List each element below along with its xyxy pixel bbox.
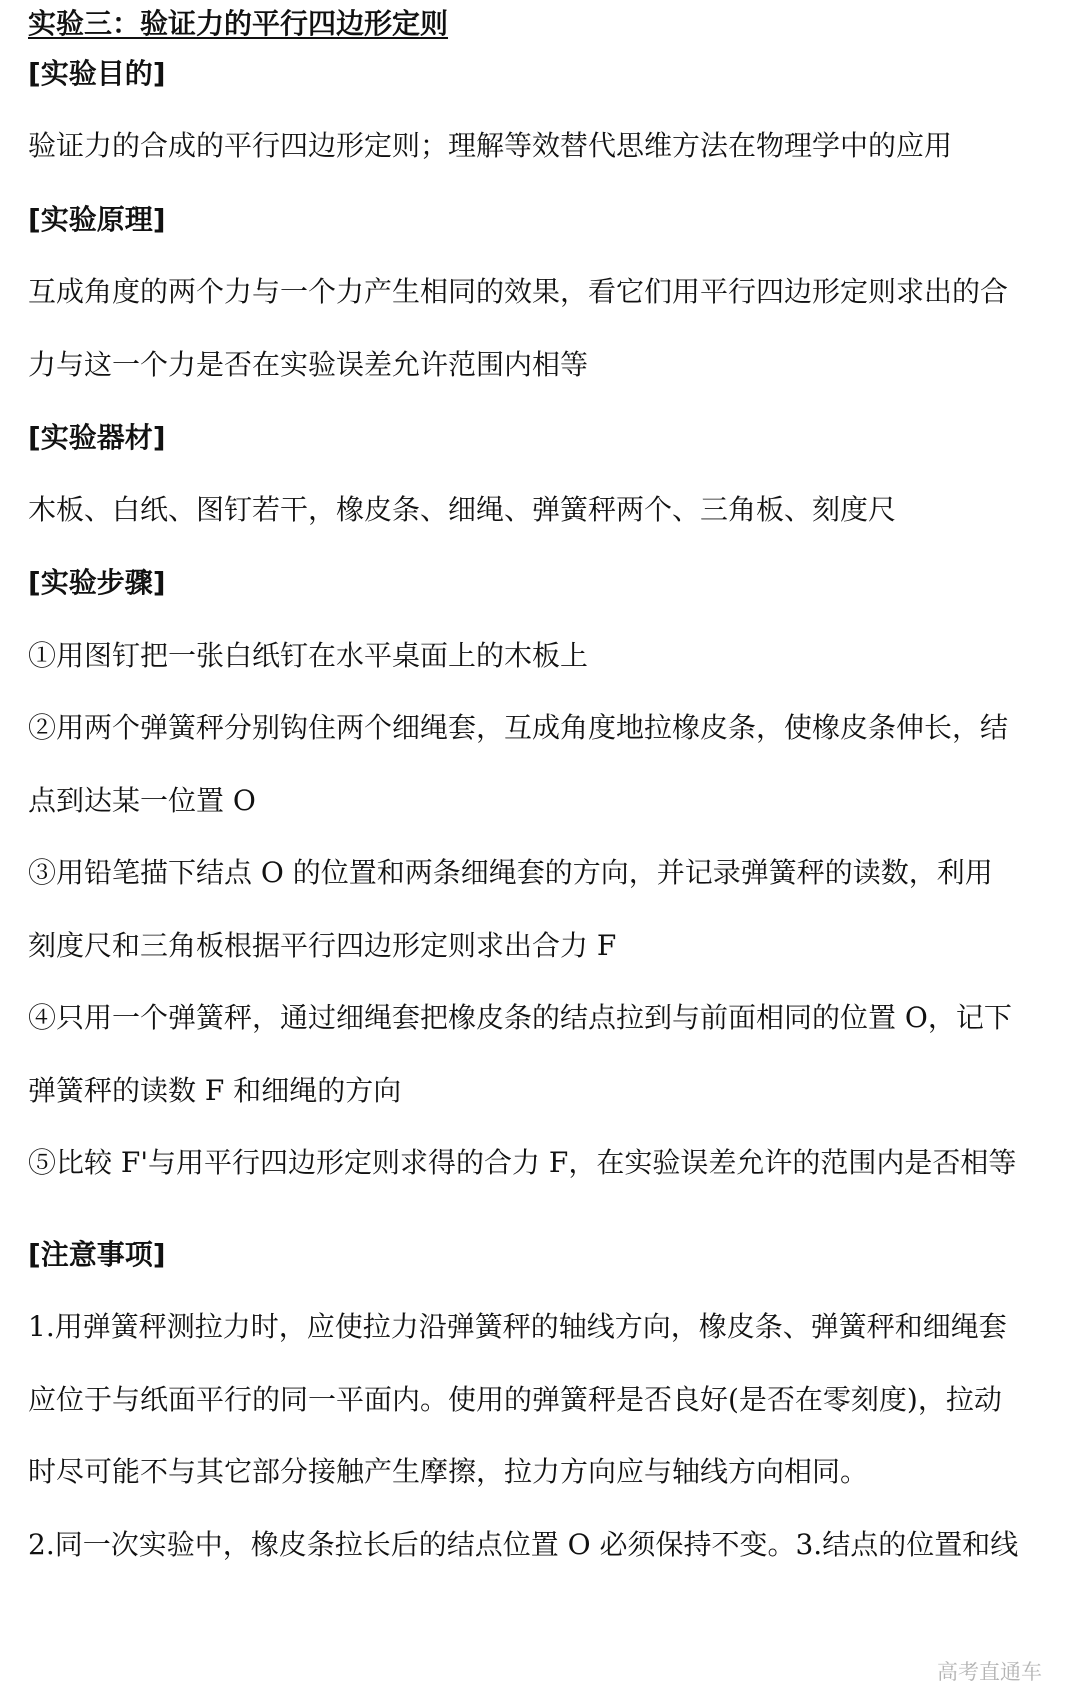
equipment-text: 木板、白纸、图钉若干，橡皮条、细绳、弹簧秤两个、三角板、刻度尺 (28, 493, 897, 526)
note-line-3: 时尽可能不与其它部分接触产生摩擦，拉力方向应与轴线方向相同。 (28, 1455, 869, 1488)
step-1: ①用图钉把一张白纸钉在水平桌面上的木板上 (28, 639, 589, 672)
note-line-1: 1.用弹簧秤测拉力时，应使拉力沿弹簧秤的轴线方向，橡皮条、弹簧秤和细绳套 (28, 1310, 1007, 1343)
section-heading-steps: [实验步骤] (28, 566, 166, 599)
section-heading-equipment: [实验器材] (28, 421, 166, 454)
step-4-line-2: 弹簧秤的读数 F 和细绳的方向 (28, 1074, 402, 1107)
page-title: 实验三：验证力的平行四边形定则 (28, 7, 449, 40)
step-2-line-1: ②用两个弹簧秤分别钩住两个细绳套，互成角度地拉橡皮条，使橡皮条伸长，结 (28, 711, 1009, 744)
principle-text-line-1: 互成角度的两个力与一个力产生相同的效果，看它们用平行四边形定则求出的合 (28, 275, 1009, 308)
step-3-line-1: ③用铅笔描下结点 O 的位置和两条细绳套的方向，并记录弹簧秤的读数，利用 (28, 856, 993, 889)
note-line-2: 应位于与纸面平行的同一平面内。使用的弹簧秤是否良好(是否在零刻度)，拉动 (28, 1383, 1002, 1416)
principle-text-line-2: 力与这一个力是否在实验误差允许范围内相等 (28, 348, 589, 381)
step-5: ⑤比较 F'与用平行四边形定则求得的合力 F，在实验误差允许的范围内是否相等 (28, 1146, 1017, 1179)
section-heading-principle: [实验原理] (28, 203, 166, 236)
note-line-4: 2.同一次实验中，橡皮条拉长后的结点位置 O 必须保持不变。3.结点的位置和线 (28, 1528, 1019, 1561)
step-3-line-2: 刻度尺和三角板根据平行四边形定则求出合力 F (28, 929, 617, 962)
purpose-text: 验证力的合成的平行四边形定则；理解等效替代思维方法在物理学中的应用 (28, 129, 953, 162)
step-2-line-2: 点到达某一位置 O (28, 784, 256, 817)
step-4-line-1: ④只用一个弹簧秤，通过细绳套把橡皮条的结点拉到与前面相同的位置 O，记下 (28, 1001, 1012, 1034)
watermark: 高考直通车 (937, 1660, 1042, 1684)
section-heading-notes: [注意事项] (28, 1238, 166, 1271)
section-heading-purpose: [实验目的] (28, 57, 166, 90)
